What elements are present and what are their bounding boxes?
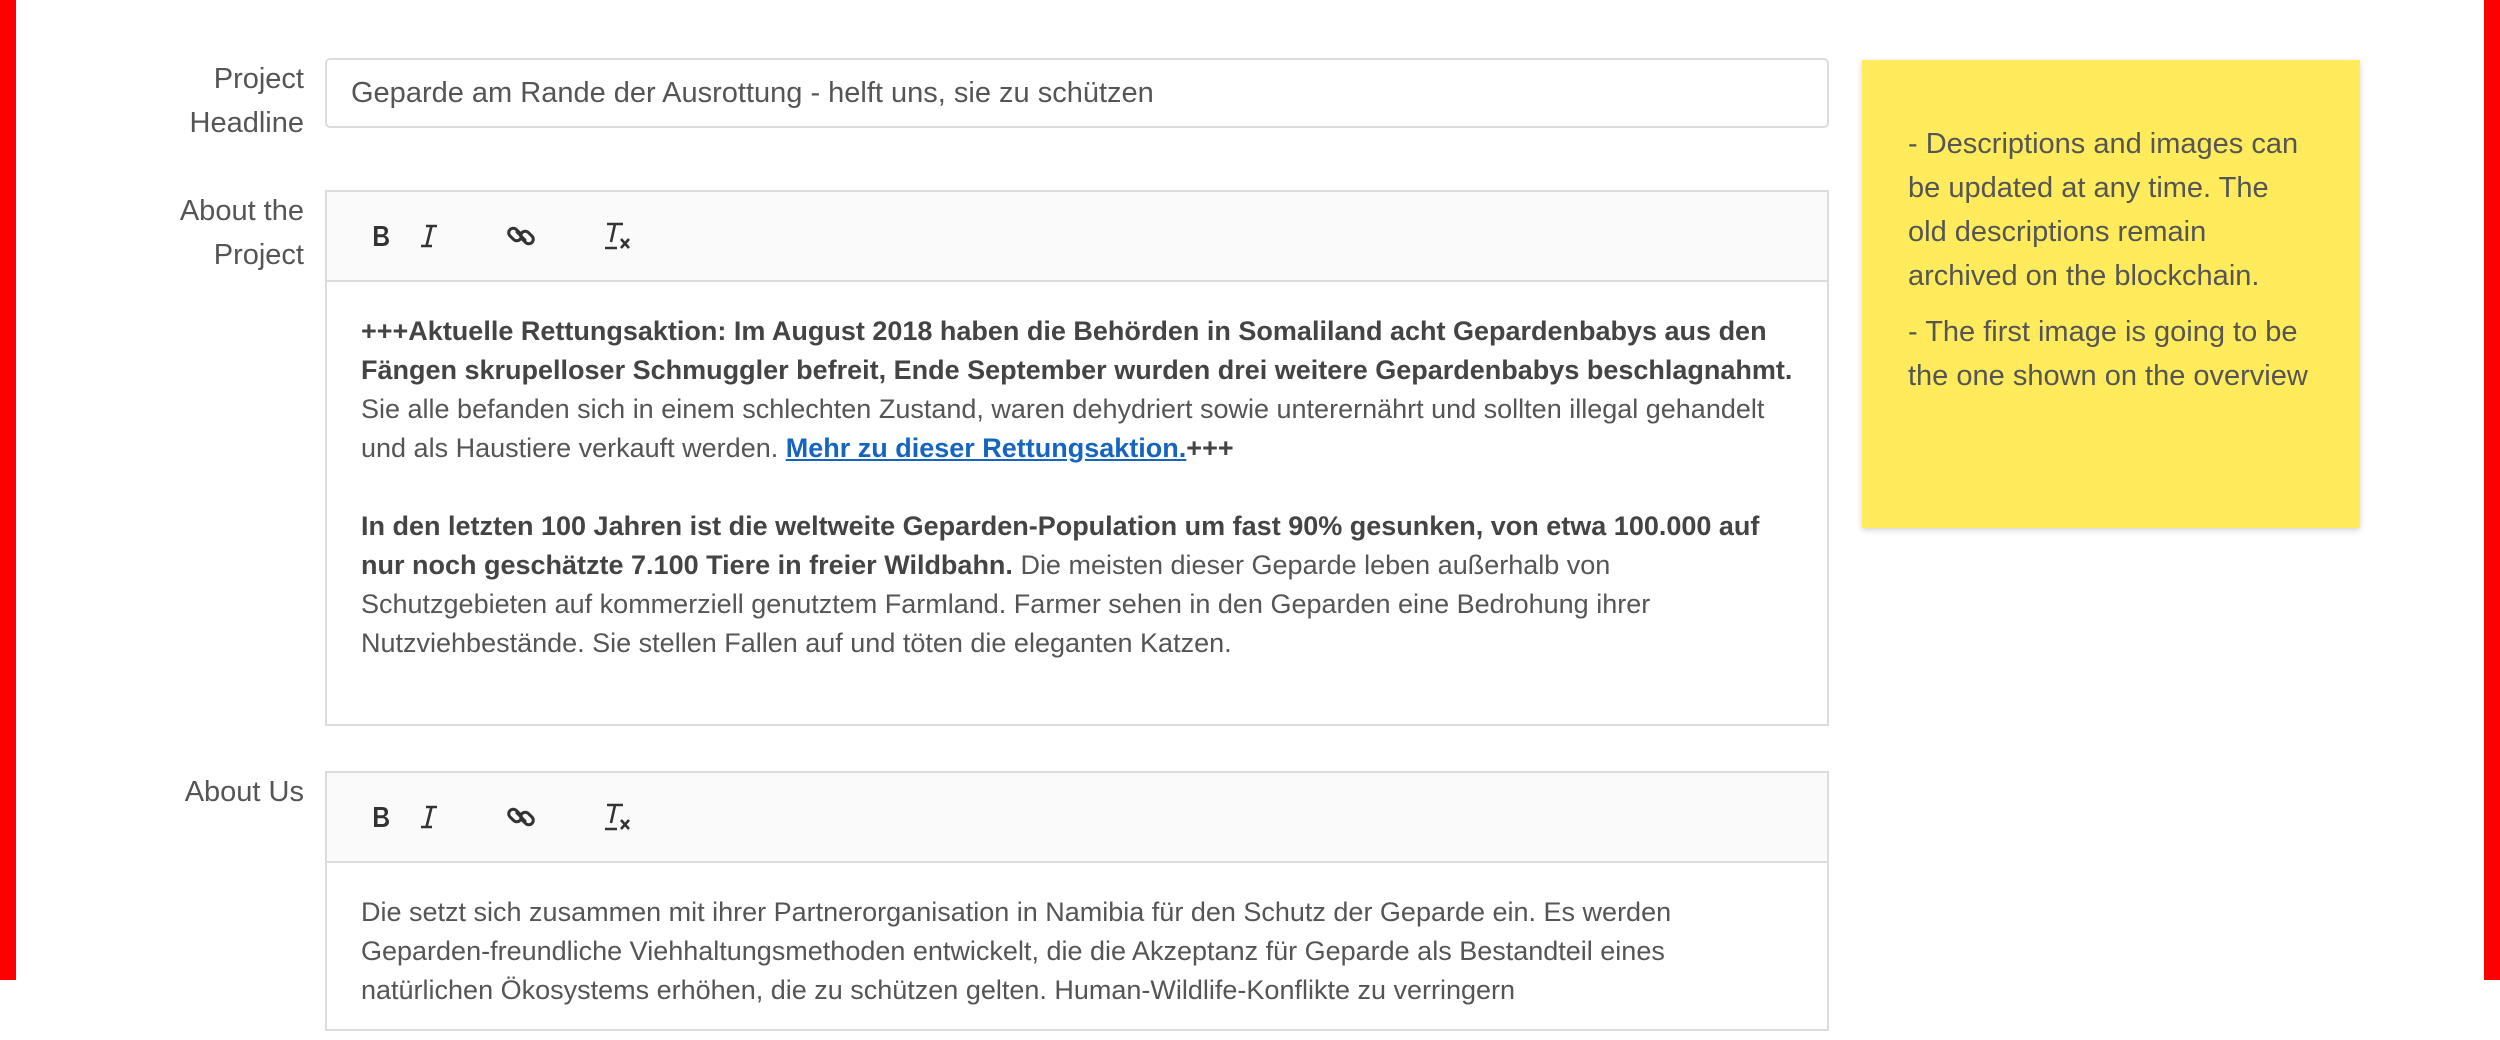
help-note-line2: - The first image is going to be the one shown on the overview: [1908, 316, 2308, 392]
about-project-editor: [325, 190, 1829, 726]
italic-button[interactable]: [407, 214, 451, 258]
headline-label-line1: Project: [213, 63, 304, 95]
clear-format-button[interactable]: [595, 795, 639, 839]
about-us-content[interactable]: [327, 863, 1827, 1040]
about-project-toolbar: [327, 192, 1827, 282]
about-us-label: [24, 770, 304, 814]
about-project-label: [24, 189, 304, 277]
about-us-toolbar: [327, 773, 1827, 863]
project-p1-bold: +++Aktuelle Rettungsaktion: Im August 2018 haben die Behörden in Somaliland acht Gepardenbabys aus den Fängen skrupelloser Schmuggler befreit, Ende September wurden drei weitere Gepardenbabys beschlagnahmt.: [361, 316, 1793, 385]
italic-icon: [415, 803, 443, 831]
about-us-editor: [325, 771, 1829, 1031]
bold-icon: [367, 222, 395, 250]
clear-format-icon: [601, 220, 633, 252]
about-project-content[interactable]: [327, 282, 1827, 693]
project-p1-tail: +++: [1186, 433, 1234, 463]
project-p1-text: Sie alle befanden sich in einem schlechten Zustand, waren dehydriert sowie unterernährt und sollten illegal gehandelt und als Haustiere verkauft werden.: [361, 394, 1765, 463]
headline-label: [24, 57, 304, 145]
bold-icon: [367, 803, 395, 831]
project-p2-bold: In den letzten 100 Jahren ist die weltweite Geparden-Population um fast 90% gesunken, von etwa 100.000 auf nur noch geschätzte 7.100 Tiere in freier Wildbahn.: [361, 511, 1760, 580]
link-button[interactable]: [499, 795, 543, 839]
about-us-paragraph-1: Die setzt sich zusammen mit ihrer Partnerorganisation in Namibia für den Schutz der Geparde ein. Es werden Geparden-freundliche Viehhaltungsmethoden entwickelt, die die Akzeptanz für Geparde als Bestandteil eines natürlichen Ökosystems erhöhen, die zu schützen gelten. Human-Wildlife-Konflikte zu verringern: [361, 897, 1672, 1005]
clear-format-button[interactable]: [595, 214, 639, 258]
frame-left-border: [0, 0, 16, 980]
about-project-label-line1: About the: [179, 195, 304, 227]
italic-icon: [415, 222, 443, 250]
project-paragraph-1: [361, 312, 1793, 468]
about-us-label-text: About Us: [184, 776, 304, 808]
project-paragraph-2: [361, 507, 1793, 663]
headline-label-line2: Headline: [189, 107, 304, 139]
bold-button[interactable]: [359, 795, 403, 839]
about-project-label-line2: Project: [213, 239, 304, 271]
help-note-line1: - Descriptions and images can be updated at any time. The old descriptions remain archived on the blockchain.: [1908, 128, 2299, 292]
frame-right-border: [2484, 0, 2500, 980]
clear-format-icon: [601, 801, 633, 833]
headline-input[interactable]: [325, 58, 1829, 128]
link-icon: [505, 801, 537, 833]
bold-button[interactable]: [359, 214, 403, 258]
project-p2-text: Die meisten dieser Geparde leben außerhalb von Schutzgebieten auf kommerziell genutztem Farmland. Farmer sehen in den Geparden eine Bedrohung ihrer Nutzviehbestände. Sie stellen Fallen auf und töten die eleganten Katzen.: [361, 550, 1651, 658]
rescue-link[interactable]: Mehr zu dieser Rettungsaktion.: [785, 433, 1187, 463]
link-icon: [505, 220, 537, 252]
italic-button[interactable]: [407, 795, 451, 839]
link-button[interactable]: [499, 214, 543, 258]
help-note: [1862, 60, 2360, 528]
